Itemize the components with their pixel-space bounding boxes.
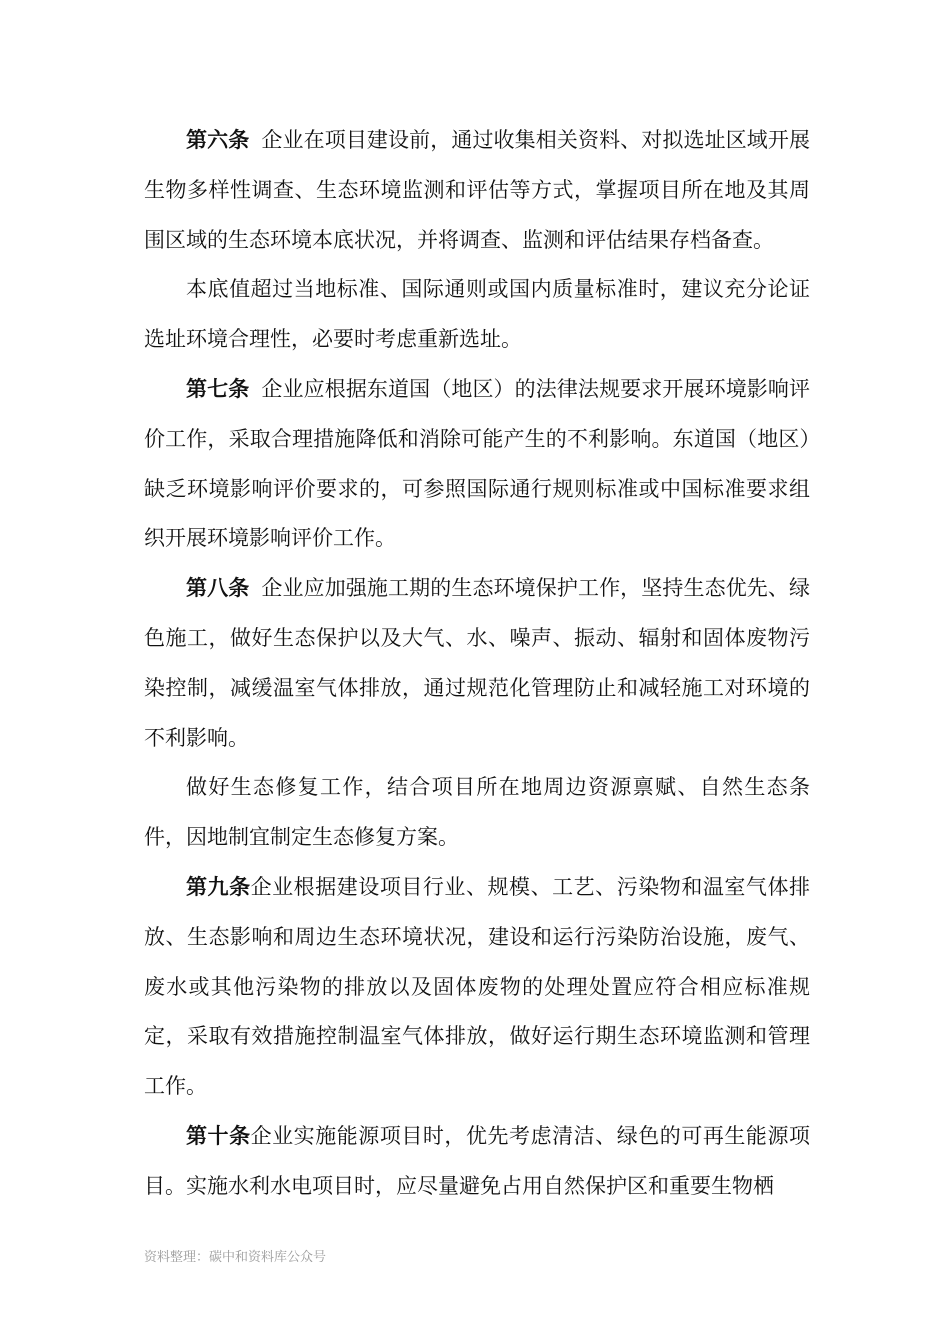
paragraph-text: 本底值超过当地标准、国际通则或国内质量标准时，建议充分论证选址环境合理性，必要时考虑重新选址。 xyxy=(144,277,810,352)
article-number: 第十条 xyxy=(186,1123,251,1148)
article-number: 第六条 xyxy=(186,128,250,152)
article-number: 第七条 xyxy=(186,376,250,401)
paragraph-text: 企业实施能源项目时，优先考虑清洁、绿色的可再生能源项目。实施水利水电项目时，应尽量避免占用自然保护区和重要生物栖 xyxy=(144,1123,810,1198)
footer-source-note: 资料整理：碳中和资料库公众号 xyxy=(144,1250,327,1265)
paragraph-text: 企业在项目建设前，通过收集相关资料、对拟选址区域开展生物多样性调查、生态环境监测和评估等方式，掌握项目所在地及其周围区域的生态环境本底状况，并将调查、监测和评估结果存档备查。 xyxy=(144,128,810,252)
paragraph-text: 企业应加强施工期的生态环境保护工作，坚持生态优先、绿色施工，做好生态保护以及大气、水、噪声、振动、辐射和固体废物污染控制，减缓温室气体排放，通过规范化管理防止和减轻施工对环境的不利影响。 xyxy=(144,576,810,750)
paragraph-text: 做好生态修复工作，结合项目所在地周边资源禀赋、自然生态条件，因地制宜制定生态修复方案。 xyxy=(144,775,810,850)
paragraph-article-6 xyxy=(144,116,810,265)
document-body xyxy=(144,116,810,1212)
paragraph-text: 企业根据建设项目行业、规模、工艺、污染物和温室气体排放、生态影响和周边生态环境状况，建设和运行污染防治设施，废气、废水或其他污染物的排放以及固体废物的处理处置应符合相应标准规定，采取有效措施控制温室气体排放，做好运行期生态环境监测和管理工作。 xyxy=(144,874,810,1099)
paragraph-article-7 xyxy=(144,365,810,564)
paragraph-article-10 xyxy=(144,1112,810,1212)
paragraph-text: 企业应根据东道国（地区）的法律法规要求开展环境影响评价工作，采取合理措施降低和消除可能产生的不利影响。东道国（地区）缺乏环境影响评价要求的，可参照国际通行规则标准或中国标准要求组织开展环境影响评价工作。 xyxy=(144,376,810,551)
paragraph-article-8-sub xyxy=(144,763,810,863)
article-number: 第八条 xyxy=(186,576,250,601)
article-number: 第九条 xyxy=(186,874,251,899)
paragraph-article-9 xyxy=(144,863,810,1112)
paragraph-article-6-sub xyxy=(144,265,810,365)
paragraph-article-8 xyxy=(144,564,810,763)
